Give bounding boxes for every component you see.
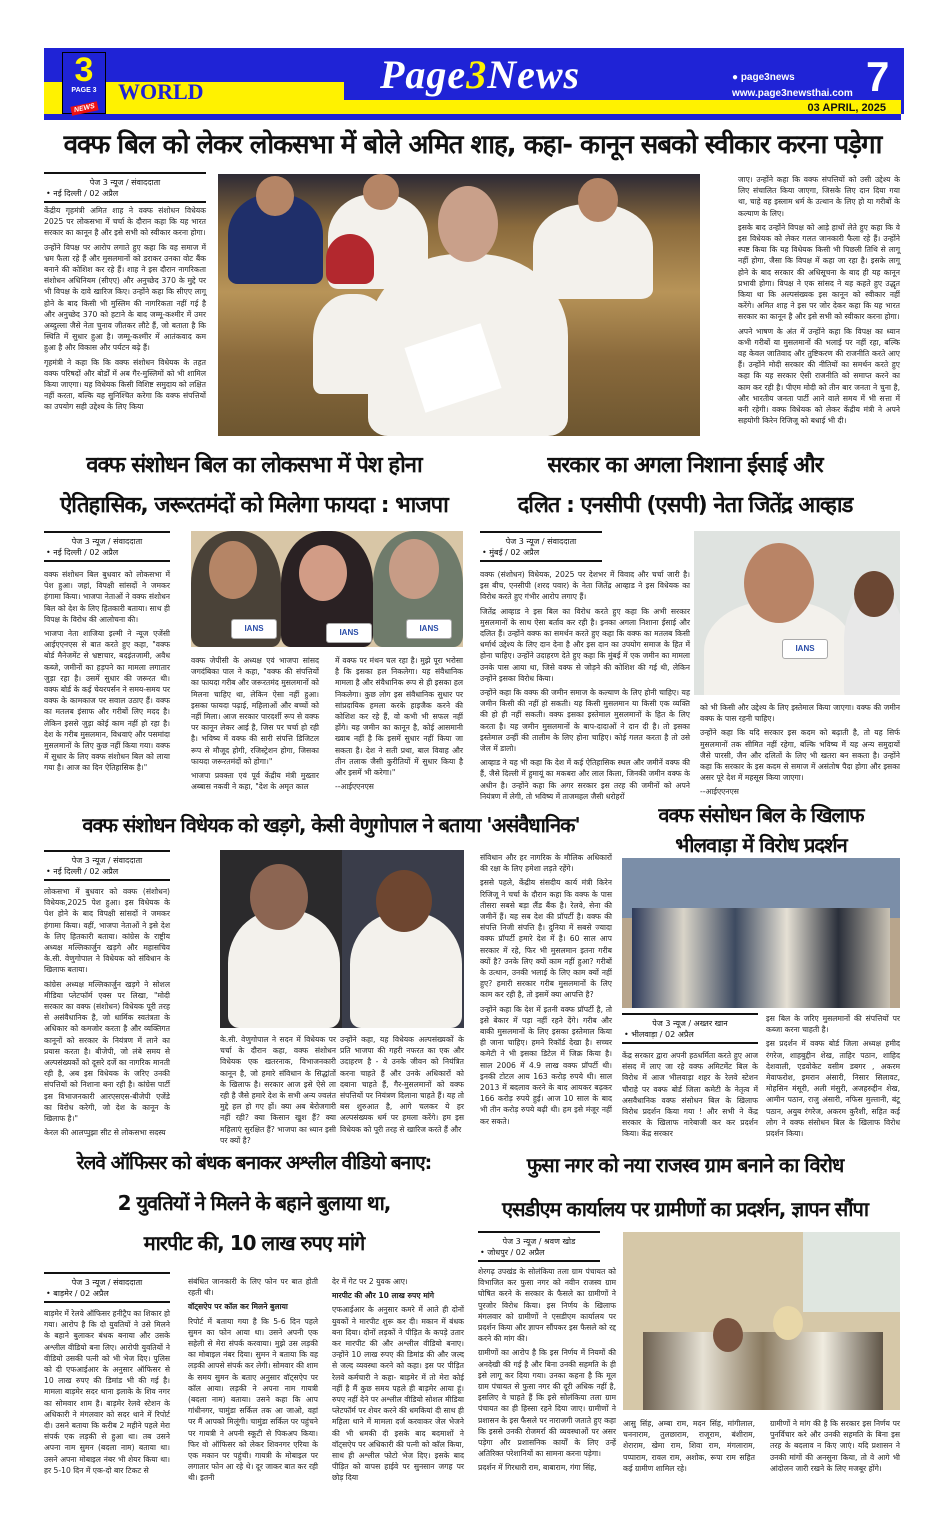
story3-headline: सरकार का अगला निशाना ईसाई और दलित : एनसीपी (एसपी) नेता जितेंद्र आव्हाड (517, 453, 853, 518)
story5-headline: वक्फ संसोधन बिल के खिलाफ भीलवाड़ा में विरोध प्रदर्शन (658, 803, 864, 857)
story1-headline: वक्फ बिल को लेकर लोकसभा में बोले अमित शाह, कहा- कानून सबको स्वीकार करना पड़ेगा (63, 130, 882, 160)
story1-byline: पेज 3 न्यूज / संवाददाता • नई दिल्ली / 02 अप्रैल (44, 172, 206, 203)
page3-logo: 3 PAGE 3 NEWS (62, 52, 106, 114)
story3-column-2: को भी किसी और उद्देश्य के लिए इस्तेमाल किया जाएगा। वक्फ की जमीन वक्फ के पास रहनी चाहिए। उन्होंने कहा कि यदि सरकार इस कदम को बढ़ाती है, तो यह सिर्फ मुसलमानों तक सीमित नहीं रहेगा, बल्कि भविष्य में यह अन्य समुदायों जैसे पारसी, जैन और दलितों के लिए भी खतरा बन सकता है। उन्होंने कहा कि सरकार के इस कदम से समाज में असंतोष पैदा होगा और इसका असर पूरे देश में महसूस किया जाएगा। --आईएएनएस (700, 703, 900, 797)
story4-column-2: के.सी. वेणुगोपाल ने सदन में विधेयक पर चर्चा के दौरान कहा, वक्फ संशोधन विधेयक एक खतरनाक, विभाजनकारी कानून है, जो हमारे संविधान के सिद्धांतों के खिलाफ है। सरकार आज इसे ऐसे ला रही है जैसे हमारे देश के सभी अन्य ज्वलंत मुद्दे हल हो गए हों। क्या अब बेरोजगारी नहीं रही? क्या किसान खुश हैं? क्या महिलाएं सुरक्षित हैं? भाजपा का ध्यान इसी पर क्यों है? (220, 1035, 336, 1145)
story5-photo-bhilwara-protest (622, 858, 900, 1008)
subheading: वॉट्सऐप पर कॉल कर मिलने बुलाया (188, 1302, 288, 1312)
story4-column-3: उन्होंने कहा, यह विधेयक अल्पसंख्यकों के प्रति भाजपा की गहरी नफरत का एक और उदाहरण है - ये उनके जीवन को नियंत्रित करना चाहते हैं और उनके अधिकारों को दबाना चाहते हैं, गैर-मुसलमानों को वक्फ संपत्तियों पर नियंत्रण दिलाना चाहते हैं। यह तो बस शुरुआत है, आगे चलकर ये हर अल्पसंख्यक धर्म पर हमला करेंगे। हम इस विधेयक को पूरी तरह से खारिज करते हैं और (340, 1035, 464, 1134)
section-label: WORLD (118, 79, 204, 104)
story2-column-2: वक्फ जेपीसी के अध्यक्ष एवं भाजपा सांसद जगदंबिका पाल ने कहा, "वक्फ की संपत्तियों का फायदा गरीब और जरूरतमंद मुसलमानों को मिलना चाहिए था, लेकिन ऐसा नहीं हुआ। इसका फायदा पढ़ाई, महिलाओं और बच्चों को नहीं मिला। आज सरकार पारदर्शी रूप से वक्फ पर कानून लेकर आई है, जिस पर चर्चा हो रही है। भविष्य में वक्फ की सारी संपत्ति डिजिटल रूप से मौजूद होगी, रजिस्ट्रेशन होगा, जिसका फायदा जरूरतमंदों को होगा।" भाजपा प्रवक्ता एवं पूर्व केंद्रीय मंत्री मुख्तार अब्बास नकवी ने कहा, "देश के अमृत काल (191, 656, 319, 792)
story4-column-4: संविधान और हर नागरिक के मौलिक अधिकारों की रक्षा के लिए हमेशा लड़ते रहेंगे। इससे पहले, केंद्रीय संसदीय कार्य मंत्री किरेन रिजिजू ने चर्चा के दौरान कहा कि वक्फ के पास तीसरा सबसे बड़ा लैंड बैंक है। रेलवे, सेना की जमीनें हैं। यह सब देश की प्रॉपर्टी है। वक्फ की संपत्ति निजी संपत्ति है। दुनिया में सबसे ज्यादा वक्फ प्रॉपर्टी हमारे देश में है। 60 साल आप सरकार में रहे, फिर भी मुसलमान इतना गरीब क्यों है? उनके लिए क्यों काम नहीं हुआ? गरीबों के उत्थान, उनकी भलाई के लिए काम क्यों नहीं हुए? हमारी सरकार गरीब मुसलमानों के लिए काम कर रही है, तो इसमें क्या आपत्ति है? उन्होंने कहा कि देश में इतनी वक्फ प्रॉपर्टी है, तो इसे बेकार में पड़ा नहीं रहने देंगे। गरीब और बाकी मुसलमानों के लिए इसका इस्तेमाल किया ही जाना चाहिए। हमने रिकॉर्ड देखा है। सच्चर कमेटी ने भी इसका डिटेल में जिक्र किया है। साल 2006 में 4.9 लाख वक्फ प्रॉपर्टी थी। इनकी टोटल आय 163 करोड़ रुपये थी। साल 2013 में बदलाव करने के बाद आयकर बढ़कर 166 करोड़ रुपये हुई। आज 10 साल के बाद भी तीन करोड़ रुपये बढ़ी थी। हम इसे मंजूर नहीं कर सकते। (480, 853, 612, 1126)
story2-headline: वक्फ संशोधन बिल का लोकसभा में पेश होना ऐतिहासिक, जरूरतमंदों को मिलेगा फायदा : भाजपा (60, 453, 448, 518)
story1-column-1: केंद्रीय गृहमंत्री अमित शाह ने वक्फ संशोधन विधेयक 2025 पर लोकसभा में चर्चा के दौरान कहा कि यह भारत सरकार का कानून है और इसे सभी को स्वीकार करना होगा। उन्होंने विपक्ष पर आरोप लगाते हुए कहा कि वह समाज में भ्रम फैला रहे हैं और मुसलमानों को डराकर उनका वोट बैंक बनाने की कोशिश कर रहे हैं। शाह ने इस दौरान नागरिकता संशोधन अधिनियम (सीएए) और अनुच्छेद 370 के मुद्दे पर भी विपक्ष के दावे खारिज किए। उन्होंने कहा कि सीएए लागू होने के बाद किसी भी मुस्लिम की नागरिकता नहीं गई है और अनुच्छेद 370 को हटाने के बाद जम्मू-कश्मीर में उमर अब्दुल्ला जैसे नेता चुनाव जीतकर लौटे हैं, जो बताता है कि स्थिति में सुधार हुआ है। जम्मू-कश्मीर में आतंकवाद कम हुआ है और विकास और पर्यटन बढ़े हैं। गृहमंत्री ने कहा कि कि वक्फ संशोधन विधेयक के तहत वक्फ परिषदों और बोर्डों में अब गैर-मुस्लिमों को भी शामिल किया जाएगा। यह विधेयक किसी विशिष्ट समुदाय को लक्षित नहीं करता, बल्कि यह सुनिश्चित करेगा कि वक्फ संपत्तियों का उपयोग सही उद्देश्य के लिए किया (44, 206, 206, 412)
story4-byline: पेज 3 न्यूज / संवाददाता • नई दिल्ली / 02 अप्रैल (44, 850, 170, 881)
story4-headline: वक्फ संशोधन विधेयक को खड़गे, केसी वेणुगोपाल ने बताया 'असंवैधानिक' (82, 813, 580, 837)
story7-byline: पेज 3 न्यूज / श्रवण खोड • जोधपुर / 02 अप्रैल (478, 1231, 600, 1262)
issue-date: 03 APRIL, 2025 (807, 102, 886, 114)
story7-column-3: ग्रामीणों ने मांग की है कि सरकार इस निर्णय पर पुनर्विचार करे और उनकी सहमति के बिना इस तरह के बदलाव न किए जाएं। यदि प्रशासन ने उनकी मांगों की अनसुना किया, तो वे आगे भी आंदोलन जारी रखने के लिए मजबूर होंगे। (770, 1419, 900, 1473)
social-handle: ● page3news (732, 72, 795, 83)
story1-column-2: जाए। उन्होंने कहा कि वक्फ संपत्तियों को उसी उद्देश्य के लिए संचालित किया जाएगा, जिसके लिए दान दिया गया था, चाहे वह इस्लाम धर्म के उत्थान के लिए हो या गरीबों के कल्याण के लिए। इसके बाद उन्होंने विपक्ष को आड़े हाथों लेते हुए कहा कि वे इस विधेयक को लेकर गलत जानकारी फैला रहे हैं। उन्होंने स्पष्ट किया कि यह विधेयक किसी भी पिछली तिथि से लागू नहीं होगा, जैसा कि विपक्ष में कहा जा रहा है। इसके लागू होने के बाद सरकार की अधिसूचना के बाद ही यह कानून प्रभावी होगा। विपक्ष ने एक सांसद ने यह कहते हुए उद्धृत किया था कि अल्पसंख्यक इस कानून को स्वीकार नहीं करेंगे। अमित शाह ने इस पर जोर देकर कहा कि यह भारत सरकार का कानून है और इसे सभी को स्वीकार करना होगा। अपने भाषण के अंत में उन्होंने कहा कि विपक्ष का ध्यान कभी गरीबों या मुसलमानों की भलाई पर नहीं रहा, बल्कि वह केवल जातिवाद और तुष्टिकरण की राजनीति करते आए हैं। उन्होंने मोदी सरकार की नीतियों का समर्थन करते हुए कहा कि यह सरकार ऐसी राजनीति को समाप्त करने का काम कर रही है। पीएम मोदी को तीन बार जनता ने चुना है, और भारतीय जनता पार्टी आने वाले समय में भी सत्ता में बनी रहेगी। वक्फ विधेयक को लेकर केंद्रीय मंत्री ने अपने सहयोगी किरेन रिजिजू को बधाई भी दी। (738, 175, 900, 426)
newspaper-brand: Page3News (380, 52, 581, 97)
story6-headline: रेलवे ऑफिसर को बंधक बनाकर अश्लील वीडियो बनाए: 2 युवतियों ने मिलने के बहाने बुलाया था, मारपीट की, 10 लाख रुपए मांगे (76, 1152, 432, 1255)
subheading: मारपीट की और 10 लाख रुपए मांगे (332, 1291, 434, 1301)
story7-column-1: शेरगढ़ उपखंड के सोलंकिया तला ग्राम पंचायत को विभाजित कर फुसा नगर को नवीन राजस्व ग्राम घोषित करने के सरकार के फैसले का ग्रामीणों ने पुरजोर विरोध किया। इस निर्णय के खिलाफ मंगलवार को ग्रामीणों ने एसडीएम कार्यालय पर प्रदर्शन किया और ज्ञापन सौंपकर इस फैसले को रद्द करने की मांग की। ग्रामीणों का आरोप है कि इस निर्णय में नियमों की अनदेखी की गई है और बिना उनकी सहमति के ही इसे लागू कर दिया गया। उनका कहना है कि मूल ग्राम पंचायत से फुसा नगर की दूरी अधिक नहीं है, इसलिए वे चाहते हैं कि इसे सोलंकिया तला ग्राम पंचायत का ही हिस्सा रहने दिया जाए। ग्रामीणों ने प्रशासन के इस फैसले पर नाराजगी जताते हुए कहा कि इससे उनकी रोजमर्रा की व्यवस्थाओं पर असर पड़ेगा और प्रशासनिक कार्यों के लिए उन्हें अतिरिक्त परेशानियों का सामना करना पड़ेगा। प्रदर्शन में गिरधारी राम, बाबाराम, गंगा सिंह, (478, 1267, 616, 1473)
story4-photo-kharge-venugopal (220, 850, 464, 1028)
story3-byline: पेज 3 न्यूज / संवाददाता • मुंबई / 02 अप्रैल (480, 531, 602, 562)
story6-column-2: संबंधित जानकारी के लिए फोन पर बात होती रहती थी। वॉट्सऐप पर कॉल कर मिलने बुलाया रिपोर्ट में बताया गया है कि 5-6 दिन पहले सुमन का फोन आया था। उसने अपनी एक सहेली से मेरा संपर्क करवाया। मुझे उस लड़की का मोबाइल नंबर दिया। सुमन ने बताया कि वह लड़की आपसे संपर्क कर लेगी। सोमवार की शाम के समय सुमन के बताए अनुसार वॉट्सऐप पर कॉल आया। लड़की ने अपना नाम गायत्री (बदला नाम) बताया। उसने कहा कि आप गांधीनगर, चामुंडा सर्किल तक आ जाओ, वहां पर मैं आपको मिलूंगी। चामुंडा सर्किल पर पहुंचने पर गायत्री ने अपनी स्कूटी से पिकअप किया। फिर वो ऑफिसर को लेकर शिवनगर एरिया के एक मकान पर पहुंची। गायत्री के मोबाइल पर लगातार फोन आ रहे थे। दूर जाकर बात कर रही थी। इतनी (188, 1277, 319, 1483)
website-link[interactable]: www.page3newsthai.com (732, 88, 853, 99)
story6-byline: पेज 3 न्यूज / संवाददाता • बाड़मेर / 02 अप्रैल (44, 1272, 170, 1303)
story4-column-1: लोकसभा में बुधवार को वक्फ (संशोधन) विधेयक,2025 पेश हुआ। इस विधेयक के पेश होने के बाद विपक्षी सांसदों ने जमकर हंगामा किया। वहीं, भाजपा नेताओं ने इसे देश के लिए हितकारी बताया। कांग्रेस के राष्ट्रीय अध्यक्ष मल्लिकार्जुन खड़गे और महासचिव के.सी. वेणुगोपाल ने विधेयक को संविधान के खिलाफ बताया। कांग्रेस अध्यक्ष मल्लिकार्जुन खड़गे ने सोशल मीडिया प्लेटफॉर्म एक्स पर लिखा, "मोदी सरकार का वक्फ (संशोधन) विधेयक पूरी तरह से असंवैधानिक है, जो धार्मिक स्वतंत्रता के अधिकार को कमजोर करता है और व्यक्तिगत कानूनों को सरकार के नियंत्रण में लाने का प्रयास करता है। बीजेपी, जो लंबे समय से अल्पसंख्यकों को दूसरे दर्जे का नागरिक मानती रही है, अब इस विधेयक के जरिए उनकी संपत्तियों को निशाना बना रही है। कांग्रेस पार्टी इस विभाजनकारी आरएसएस-बीजेपी एजेंडे का विरोध करेगी, जो देश के कानून के खिलाफ है।" केरल की आलप्पुझा सीट से लोकसभा सदस्य (44, 887, 170, 1138)
story2-photo-bjp-leaders: IANS IANS IANS (191, 531, 463, 647)
story5-column-2: इस बिल के जरिए मुसलमानों की संपत्तियों पर कब्जा करना चाहती है। इस प्रदर्शन में वक्फ बोर्ड जिला अध्यक्ष हमीद रंगरेज, शाहबुद्दीन शेख, ताहिर पठान, शाहिद देशवाली, एडवोकेट वसीम डबगर , अकरम मेवाफरोश, इमरान अंसारी, निसार सिलावट, मोहसिन मंसूरी, अली मंसुरी, अजहरुद्दीन शेख, आमीन पठान, राजु अंसारी, नफिस मुल्तानी, बंटू पठान, अयुब रंगरेज, अकरम कुरैशी, सहित कई लोग ने वक्फ संसोधन बिल के खिलाफ विरोध प्रदर्शन किया। (766, 1014, 900, 1139)
story3-photo-awhad: IANS (694, 531, 900, 695)
story2-column-3: में वक्फ पर मंथन चल रहा है। मुझे पूरा भरोसा है कि इसका हल निकलेगा। यह संवैधानिक मामला है और संवैधानिक रूप से ही इसका हल निकलेगा। कुछ लोग इस संवैधानिक सुधार पर सांप्रदायिक हमला करके हाइजैक करने की कोशिश कर रहे हैं, वो कभी भी सफल नहीं होंगे। यह जमीन का कानून है, कोई आसमानी ख्वाब नहीं है कि इसमें सुधार नहीं किया जा सकता है। देश ने सती प्रथा, बाल विवाह और तीन तलाक जैसी कुरीतियों में सुधार किया है और इसमें भी करेगा।" --आईएएनएस (335, 656, 463, 792)
story6-column-1: बाड़मेर में रेलवे ऑफिसर हनीट्रैप का शिकार हो गया। आरोप है कि दो युवतियों ने उसे मिलने के बहाने बुलाकर बंधक बनाया और उसके अश्लील वीडियो बना लिए। आरोपी युवतियों ने वीडियो उसकी पत्नी को भी भेज दिए। पुलिस को दी एफआईआर के अनुसार ऑफिसर से 10 लाख रुपए की डिमांड भी की गई है। मामला बाड़मेर सदर थाना इलाके के शिव नगर का सोमवार शाम है। बाड़मेर रेलवे स्टेशन के अधिकारी ने मंगलवार को सदर थाने में रिपोर्ट दी। उसने बताया कि करीब 2 महीने पहले मेरा संपर्क एक लड़की से हुआ था। तब उसने अपना नाम सुमन (बदला नाम) बताया था। उसने अपना मोबाइल नंबर भी शेयर किया था। हर 5-10 दिन में एक-दो बार टिकट से (44, 1309, 170, 1475)
story2-column-1: वक्फ संशोधन बिल बुधवार को लोकसभा में पेश हुआ। जहां, विपक्षी सांसदों ने जमकर हंगामा किया। भाजपा नेताओं ने वक्फ संशोधन बिल को देश के लिए हितकारी बताया। साथ ही विपक्ष के विरोध की आलोचना की। भाजपा नेता शाजिया इल्मी ने न्यूज एजेंसी आईएएनएस से बात करते हुए कहा, "वक्फ बोर्ड मैनेजमेंट से भ्रष्टाचार, बदइंतजामी, अवैध कब्जे, जमीनों का हड़पने का मामला लगातार जुड़ा रहा है। उसमें सुधार की जरूरत थी। वक्फ बोर्ड के कई चेयरपर्सन ने समय-समय पर वक्फ के कामकाज पर सवाल उठाए हैं। वक्फ का मतलब इंसाफ और गरीबों लिए मदद है। लेकिन इससे जुड़ा कोई काम नहीं हो रहा है। देश के गरीब मुसलमान, विधवाएं और पसमांदा मुसलमानों के लिए कुछ नहीं किया गया। वक्फ में सुधार के लिए वक्फ संशोधन बिल को लाया गया है। आज का दिन ऐतिहासिक है।" (44, 570, 170, 773)
story2-byline: पेज 3 न्यूज / संवाददाता • नई दिल्ली / 02 अप्रैल (44, 531, 170, 562)
story5-byline: पेज 3 न्यूज / अख्तर खान • भीलवाड़ा / 02 अप्रैल (622, 1013, 758, 1044)
story5-column-1: केंद्र सरकार द्वारा अपनी हठधर्मिता करते हुए आज संसद में लाए जा रहे वक्फ अमिटमेंट बिल के विरोध में आज भीलवाड़ा शहर के रेलवे स्टेशन चौराहे पर वक्फ बोर्ड जिला कमेटी के नेतृत्व में असवैधानिक वक्फ संसोधन बिल के खिलाफ विरोध प्रदर्शन किया गया ! और सभी ने केंद्र सरकार के खिलाफ नारेबाजी कर कर प्रदर्शन किया। केंद्र सरकार (622, 1051, 758, 1139)
story7-column-2: आसु सिंह, अम्बा राम, मदन सिंह, मांगीलाल, चननाराम, तुलछाराम, राजूराम, बंशीराम, शेराराम, खेमा राम, शिवा राम, मंगलाराम, पप्पाराम, रावल राम, अशोक, रूपा राम सहित कई ग्रामीण शामिल रहे। (623, 1419, 755, 1473)
page-number: 7 (866, 53, 890, 100)
story6-column-3: देर में गेट पर 2 युवक आए। मारपीट की और 10 लाख रुपए मांगे एफआईआर के अनुसार कमरे में आते ही दोनों युवकों ने मारपीट शुरू कर दी। मकान में बंधक बना दिया। दोनों लड़कों ने पीड़ित के कपड़े उतार कर मारपीट की और अश्लील वीडियो बनाए। उन्होंने 10 लाख रुपए की डिमांड की और जल्द से जल्द व्यवस्था करने को कहा। इस पर पीड़ित रेलवे कर्मचारी ने कहा- बाड़मेर में तो मेरा कोई नहीं है मैं कुछ समय पहले ही बाड़मेर आया हूं। रुपए नहीं देने पर अश्लील वीडियो सोशल मीडिया प्लेटफॉर्म पर शेयर करने की धमकियां दी साथ ही महिला थाने में मामला दर्ज करवाकर जेल भेजने की भी धमकी दी इसके बाद बदमाशों ने वॉट्सऐप पर अधिकारी की पत्नी को कॉल किया, साथ ही अश्लील फोटो भेज दिए। इसके बाद पीड़ित को वापस हाईवे पर सुनसान जगह पर छोड़ दिया (332, 1277, 464, 1483)
story1-photo-parliament (218, 174, 700, 436)
story3-column-1: वक्फ (संशोधन) विधेयक, 2025 पर देशभर में विवाद और चर्चा जारी है। इस बीच, एनसीपी (शरद पवार) के नेता जितेंद्र आव्हाड ने इस विधेयक का विरोध करते हुए गंभीर आरोप लगाए हैं। जितेंद्र आव्हाड ने इस बिल का विरोध करते हुए कहा कि अभी सरकार मुसलमानों के साथ ऐसा बर्ताव कर रही है। इनका अगला निशाना ईसाई और दलित हैं। उन्होंने वक्फ का समर्थन करते हुए कहा कि वक्फ का मतलब किसी धर्मार्थ उद्देश्य के लिए दान देना है और इस दान का उपयोग समाज के हित में होना चाहिए। उन्होंने उदाहरण देते हुए कहा कि मुंबई में एक जमीन का मामला उनके पास आया था, जिसे वक्फ से जोड़ने की कोशिश की गई थी, लेकिन उन्होंने इसका विरोध किया। उन्होंने कहा कि वक्फ की जमीन समाज के कल्याण के लिए होनी चाहिए। यह जमीन किसी की नहीं हो सकती। यह किसी मुसलमान या किसी एक व्यक्ति की हो ही नहीं सकती। वक्फ इसका इस्तेमाल मुसलमानों के हित के लिए करता है। यह जमीन मुसलमानों के बाप-दादाओं ने दान दी है। तो इसका इस्तेमाल उन्हीं की तालीम के लिए होना चाहिए। कोई गलत करता है तो उसे जेल में डालो। आव्हाड ने यह भी कहा कि देश में कई ऐतिहासिक स्थल और जमीनें वक्फ की हैं, जैसे दिल्ली में हुमायूं का मकबरा और लाल किला, जिनकी जमीन वक्फ के अधीन है। उन्होंने कहा कि अगर सरकार इस तरह की जमीनों को अपने नियंत्रण में लेगी, तो भविष्य में ताजमहल जैसी धरोहरों (480, 570, 690, 801)
story7-photo-villagers (623, 1232, 900, 1410)
story7-headline: फुसा नगर को नया राजस्व ग्राम बनाने का विरोध एसडीएम कार्यालय पर ग्रामीणों का प्रदर्शन, ज्ञापन सौंपा (501, 1153, 869, 1221)
